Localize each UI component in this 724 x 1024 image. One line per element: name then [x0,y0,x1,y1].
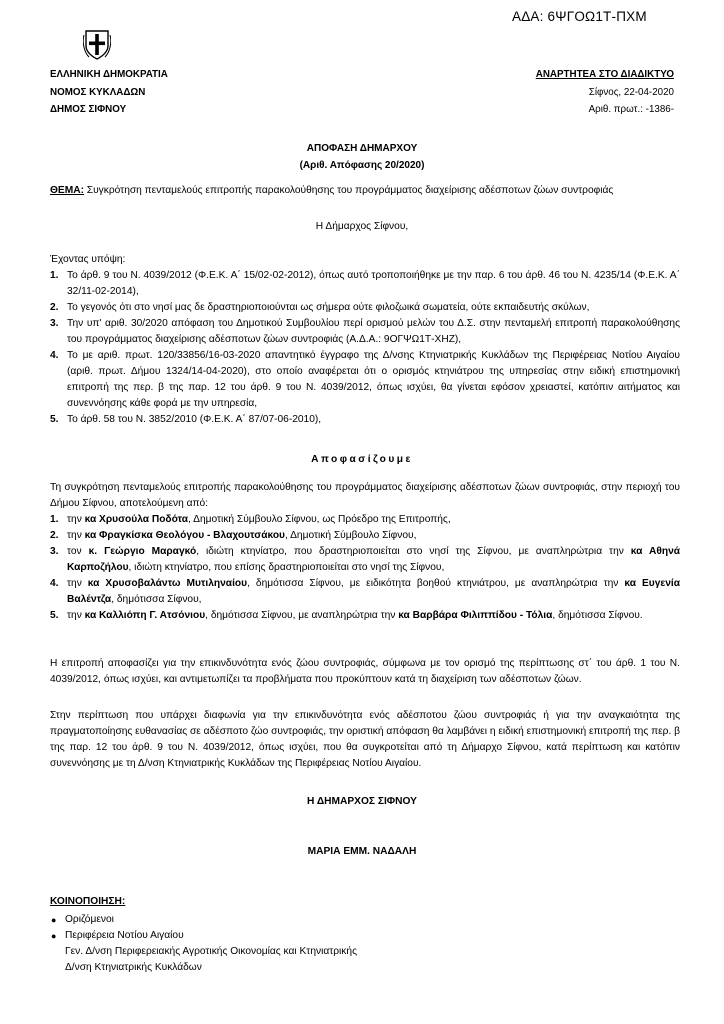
list-item-number: 5. [50,414,59,425]
member-name: κα Φραγκίσκα Θεολόγου - Βλαχουτσάκου [84,530,285,541]
members-list [50,512,680,624]
decision-number: (Αριθ. Απόφασης 20/2020) [299,160,425,171]
considering-label: Έχοντας υπόψη: [50,254,126,265]
list-item-text: Το άρθ. 58 του Ν. 3852/2010 (Φ.Ε.Κ. Α΄ 87/07-06-2010), [67,414,322,425]
member-text-part: , Δημοτική Σύμβουλο Σίφνου, ως Πρόεδρο της Επιτροπής, [188,514,451,525]
member-text-part: την [67,530,85,541]
distribution-item-subline: Γεν. Δ/νση Περιφερειακής Αγροτικής Οικονομίας και Κτηνιατρικής [65,946,357,957]
member-text-part: , δημότισσα Σίφνου. [552,610,643,621]
decision-title [50,140,674,174]
member-text-part: , δημότισσα Σίφνου, με ειδικότητα βοηθού κτηνιάτρου, με αναπληρώτρια την [247,578,625,589]
decision-heading: Αποφασίζουμε [311,454,413,465]
member-text [67,546,680,573]
member-item [50,576,680,608]
bullet-icon: ● [51,915,57,925]
disagreement-paragraph: Στην περίπτωση που υπάρχει διαφωνία για την επικινδυνότητα ενός αδέσποτου ζώου συντροφιάς ή για την αναγκαιότητα της πραγματοποίησης ευθανασίας σε αδέσποτο ζώο συντροφιάς, την οριστική απόφαση θα λαμβάνει η ειδική επιστημονική επιτροπή της περ. β της παρ. 12 του άρθ. 9 του Ν. 4039/2012, όπως ισχύει, που θα συγκροτείται από τη Δήμαρχο Σίφνου, κατά περίπτωση και κατόπιν συνεννόησης με τη Δ/νση Κτηνιατρικής Κυκλάδων της Περιφέρειας Νοτίου Αιγαίου. [50,710,680,769]
member-name: κα Αθηνά Καρποζήλου [67,546,680,573]
list-item-number: 5. [50,610,59,621]
member-text-part: την [67,514,85,525]
member-name: κα Καλλιόπη Γ. Ατσόνιου [84,610,206,621]
considerations-list [50,268,680,428]
signatory-role: Η ΔΗΜΑΡΧΟΣ ΣΙΦΝΟΥ [307,796,417,807]
member-text-part: την [67,578,88,589]
member-text-part: τον [67,546,89,557]
issuer-municipality: ΔΗΜΟΣ ΣΙΦΝΟΥ [50,104,127,115]
member-item [50,544,680,576]
list-item [50,412,680,428]
issuer-republic: ΕΛΛΗΝΙΚΗ ΔΗΜΟΚΡΑΤΙΑ [50,69,168,80]
subject-label: ΘΕΜΑ: [50,185,84,196]
member-item [50,512,680,528]
member-text [67,610,643,621]
danger-paragraph: Η επιτροπή αποφασίζει για την επικινδυνότητα ενός ζώου συντροφιάς, σύμφωνα με τον ορισμό της περίπτωσης στ΄ του άρθ. 1 του Ν. 4039/2012, όπως ισχύει, και αντιμετωπίζει τα προβλήματα που προκύπτουν κατά τη διαχείριση των αδέσποτων ζώων. [50,658,680,685]
distribution-item-text: Περιφέρεια Νοτίου Αιγαίου [65,930,184,941]
distribution-item [50,912,650,928]
member-name: κα Χρυσοβαλάντω Μυτιληναίου [87,578,248,589]
protocol-number: Αριθ. πρωτ.: -1386- [588,104,674,115]
list-item-number: 3. [50,318,59,329]
member-text-part: την [67,610,85,621]
list-item-number: 2. [50,530,59,541]
list-item-number: 1. [50,514,59,525]
member-name: κ. Γεώργιο Μαραγκό [88,546,197,557]
list-item [50,268,680,300]
document-meta-block [440,66,674,119]
member-text-part: , Δημοτική Σύμβουλο Σίφνου, [285,530,417,541]
distribution-list [50,912,650,976]
list-item-number: 3. [50,546,59,557]
subject-text: Συγκρότηση πενταμελούς επιτροπής παρακολούθησης του προγράμματος διαχείρισης αδέσποτων ζώων συντροφιάς [83,185,614,196]
list-item-number: 2. [50,302,59,313]
ada-code: ΑΔΑ: 6ΨΓΟΩ1Τ-ΠΧΜ [512,9,647,24]
member-text-part: , ιδιώτη κτηνίατρο, που επίσης δραστηριοποιείται στο νησί της Σίφνου, [128,562,445,573]
member-item [50,528,680,544]
post-online-label: ΑΝΑΡΤΗΤΕΑ ΣΤΟ ΔΙΑΔΙΚΤΥΟ [535,69,674,80]
member-item [50,608,680,624]
member-name: κα Βαρβάρα Φιλιππίδου - Τόλια [398,610,553,621]
member-text-part: , δημότισσα Σίφνου, με αναπληρώτρια την [205,610,399,621]
distribution-item-text: Οριζόμενοι [65,914,114,925]
list-item [50,300,680,316]
distribution-item [50,928,650,976]
list-item-number: 1. [50,270,59,281]
list-item-number: 4. [50,578,59,589]
committee-intro: Τη συγκρότηση πενταμελούς επιτροπής παρακολούθησης του προγράμματος διαχείρισης αδέσποτων ζώων συντροφιάς, στην περιοχή του Δήμου Σίφνου, αποτελούμενη από: [50,482,680,509]
issuer-block [50,66,300,119]
member-text-part: , ιδιώτη κτηνίατρο, που δραστηριοποιείται στο νησί της Σίφνου, με αναπληρώτρια την [196,546,631,557]
member-name: κα Χρυσούλα Ποδότα [84,514,189,525]
member-text [67,578,680,605]
member-name: κα Ευγενία Βαλέντζα [67,578,680,605]
signatory-name: ΜΑΡΙΑ ΕΜΜ. ΝΑΔΑΛΗ [307,846,417,857]
distribution-item-subline: Δ/νση Κτηνιατρικής Κυκλάδων [65,962,202,973]
member-text [67,514,451,525]
list-item-text: Το με αριθ. πρωτ. 120/33856/16-03-2020 απαντητικό έγγραφο της Δ/νσης Κτηνιατρικής Κυκλάδων της Περιφέρειας Νοτίου Αιγαίου (αριθ. πρωτ. Δήμου 1324/14-04-2020), στο οποίο αναφέρεται ότι ο ορισμός κτηνιάτρου της υπηρεσίας στην ειδική επιστημονική επιτροπή της περ. β της παρ. 12 του άρθ. 9 του Ν. 4039/2012, όπως ισχύει, θα γίνεται εφόσον χρειαστεί, κατόπιν αιτήματος και συνεννόησης κάθε φορά με την υπηρεσία, [67,350,680,409]
member-text-part: , δημότισσα Σίφνου, [111,594,202,605]
subject-line [50,183,690,199]
list-item-number: 4. [50,350,59,361]
list-item-text: Το γεγονός ότι στο νησί μας δε δραστηριοποιούνται ως σήμερα ούτε φιλοζωικά σωματεία, ούτε εκπαιδευτής σκύλων, [67,302,590,313]
issuer-prefecture: ΝΟΜΟΣ ΚΥΚΛΑΔΩΝ [50,86,146,98]
list-item [50,348,680,412]
greek-emblem-icon [83,30,111,60]
list-item-text: Την υπ' αριθ. 30/2020 απόφαση του Δημοτικού Συμβουλίου περί ορισμού μελών του Δ.Σ. στην πενταμελή επιτροπή παρακολούθησης του προγράμματος διαχείρισης αδέσποτων ζώων συντροφιάς (Α.Δ.Α.: 9ΟΓΨΩ1Τ-ΧΗΖ), [67,318,680,345]
distribution-label: ΚΟΙΝΟΠΟΙΗΣΗ: [50,896,126,907]
member-text [67,530,416,541]
decision-title-line1: ΑΠΟΦΑΣΗ ΔΗΜΑΡΧΟΥ [306,143,418,154]
mayor-heading: Η Δήμαρχος Σίφνου, [315,221,409,232]
bullet-icon: ● [51,931,57,941]
list-item-text: Το άρθ. 9 του Ν. 4039/2012 (Φ.Ε.Κ. Α΄ 15/02-02-2012), όπως αυτό τροποποιήθηκε με την παρ. 6 του άρθ. 46 του Ν. 4235/14 (Φ.Ε.Κ. Α΄ 32/11-02-2014), [67,270,680,297]
document-date: Σίφνος, 22-04-2020 [588,86,674,98]
list-item [50,316,680,348]
